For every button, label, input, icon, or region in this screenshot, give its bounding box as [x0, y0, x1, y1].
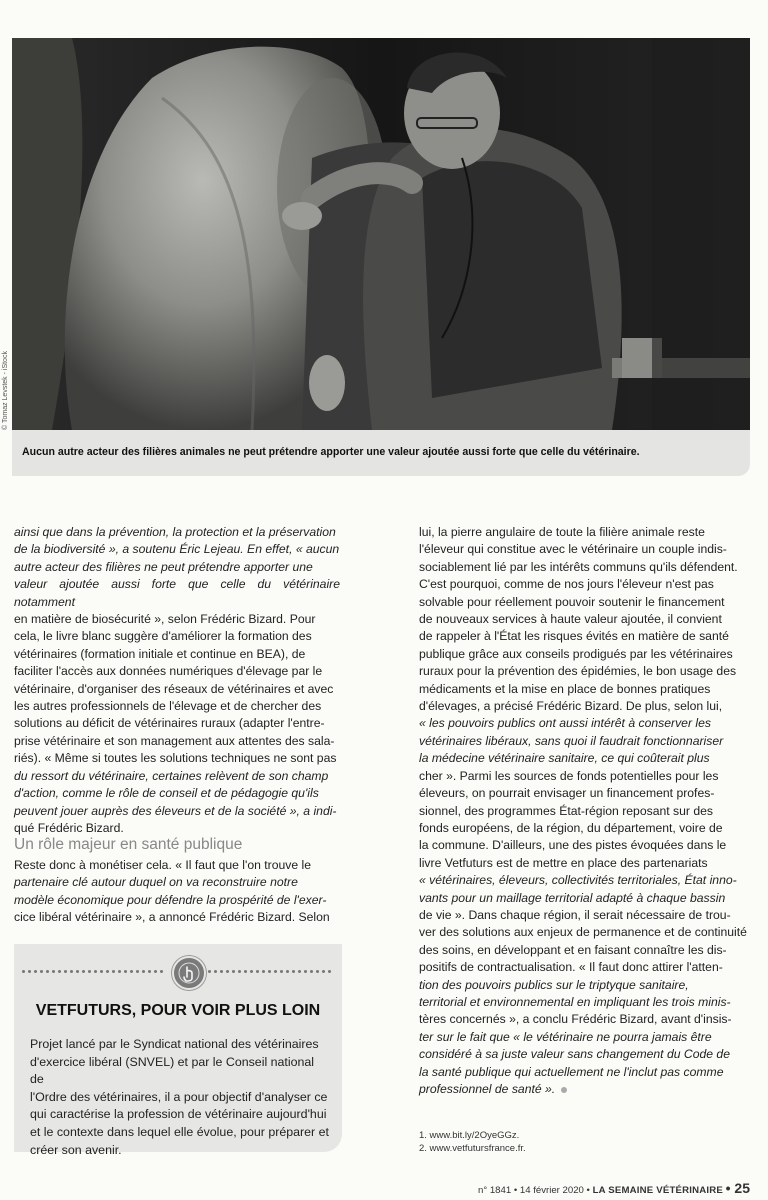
- divider-dot: [262, 970, 265, 973]
- divider-dot: [244, 970, 247, 973]
- footnote: 1. www.bit.ly/2OyeGGz.: [419, 1130, 520, 1141]
- text-line: de la biodiversité », a soutenu Éric Lejeau. En effet, « aucun: [14, 542, 340, 557]
- text-line: « les pouvoirs publics ont aussi intérêt à conserver les: [419, 716, 711, 731]
- text-line: fonds européens, de la région, du département, voire de: [419, 820, 723, 835]
- text-line: les autres professionnels de l'élevage et de chercher des: [14, 699, 322, 714]
- text-line: sionnel, des programmes État-région reposant sur des: [419, 803, 714, 818]
- text-line: la commune. D'ailleurs, une des pistes évoquées dans le: [419, 838, 727, 853]
- footnote: 2. www.vetfutursfrance.fr.: [419, 1143, 526, 1154]
- divider-dot: [280, 970, 283, 973]
- divider-dot: [160, 970, 163, 973]
- text-line: de vie ». Dans chaque région, il serait nécessaire de trou-: [419, 907, 731, 922]
- text-line: ruraux pour la prévention des épidémies, le bon usage des: [419, 664, 737, 679]
- text-line: qué Frédéric Bizard.: [14, 820, 124, 835]
- footnotes: [419, 1129, 526, 1155]
- info-box-title: VETFUTURS, POUR VOIR PLUS LOIN: [35, 1002, 321, 1019]
- text-line: sociablement lié par les intérêts communs qu'ils défendent.: [419, 559, 738, 574]
- veterinarian-cow-photo: [12, 38, 750, 430]
- text-line: solutions au déficit de vétérinaires ruraux (adapter l'entre-: [14, 716, 325, 731]
- page-footer: [478, 1180, 750, 1196]
- divider-dot: [94, 970, 97, 973]
- divider-dot: [286, 970, 289, 973]
- article-photo: [12, 38, 750, 430]
- divider-dot: [292, 970, 295, 973]
- divider-dot: [22, 970, 25, 973]
- divider-dot: [64, 970, 67, 973]
- divider-dot: [82, 970, 85, 973]
- text-line: des soins, en développant et en faisant connaître les dis-: [419, 942, 727, 957]
- divider-dot: [100, 970, 103, 973]
- text-line: l'éleveur qui constitue avec le vétérinaire un couple indis-: [419, 542, 727, 557]
- magazine-name: LA SEMAINE VÉTÉRINAIRE: [592, 1185, 723, 1196]
- text-line: ainsi que dans la prévention, la protection et la préservation: [14, 525, 336, 539]
- text-line: tères concernés », a conclu Frédéric Bizard, avant d'insis-: [419, 1012, 732, 1027]
- info-box: [14, 944, 342, 1157]
- text-line: partenaire clé autour duquel on va reconstruire notre: [14, 875, 298, 890]
- divider-dot: [28, 970, 31, 973]
- divider-dot: [118, 970, 121, 973]
- text-line: la médecine vétérinaire sanitaire, ce qui coûterait plus: [419, 751, 710, 766]
- divider-dot: [220, 970, 223, 973]
- divider-dot: [226, 970, 229, 973]
- text-line: vétérinaire, d'organiser des réseaux de vétérinaires et avec: [14, 681, 334, 696]
- article-column-left-continued: [14, 857, 340, 927]
- divider-dot: [238, 970, 241, 973]
- text-line: ter sur le fait que « le vétérinaire ne pourra jamais être: [419, 1029, 712, 1044]
- divider-dot: [250, 970, 253, 973]
- text-line: ver des solutions aux enjeux de permanence et de continuité: [419, 925, 747, 940]
- text-line: publique grâce aux conseils prodigués par les vétérinaires: [419, 646, 733, 661]
- divider-dot: [58, 970, 61, 973]
- divider-dot: [322, 970, 325, 973]
- text-line: territorial et environnemental en impliquant les trois minis-: [419, 994, 731, 1009]
- text-line: du ressort du vétérinaire, certaines relèvent de son champ: [14, 768, 329, 783]
- text-line: autre acteur des filières ne peut prétendre apporter une: [14, 559, 313, 574]
- divider-dot: [76, 970, 79, 973]
- text-line: tion des pouvoirs publics sur le triptyque sanitaire,: [419, 977, 689, 992]
- divider-dot: [148, 970, 151, 973]
- divider-dot: [256, 970, 259, 973]
- text-line: la santé publique qui actuellement ne l'inclut pas comme: [419, 1064, 724, 1079]
- text-line: médicaments et la mise en place de bonnes pratiques: [419, 681, 711, 696]
- photo-caption: Aucun autre acteur des filières animales ne peut prétendre apporter une valeur ajoutée aussi forte que celle du vétérinaire.: [12, 430, 750, 476]
- divider-dot: [112, 970, 115, 973]
- article-column-right: [419, 524, 749, 1098]
- text-line: riés). « Même si toutes les solutions techniques ne sont pas: [14, 751, 337, 766]
- photo-credit: © Tomaz Levstek - iStock: [2, 351, 9, 430]
- text-line: considéré à sa juste valeur sans changement du Code de: [419, 1047, 730, 1062]
- divider-dot: [46, 970, 49, 973]
- divider-dot: [154, 970, 157, 973]
- divider-dot: [142, 970, 145, 973]
- divider-dot: [232, 970, 235, 973]
- divider-dot: [328, 970, 331, 973]
- divider-dot: [214, 970, 217, 973]
- info-box-text: Projet lancé par le Syndicat national des vétérinaires d'exercice libéral (SNVEL) et par le Conseil national de l'Ordre des vétérinaires, il a pour objectif d'analyser ce qui caractérise la profession de vétérinaire aujourd'hui et le contexte dans lequel elle évolue, pour préparer et créer son avenir.: [30, 1037, 329, 1157]
- text-line: lui, la pierre angulaire de toute la filière animale reste: [419, 525, 705, 539]
- divider-dot: [52, 970, 55, 973]
- text-line: faciliter l'accès aux données numériques d'élevage par le: [14, 664, 323, 679]
- text-line: Reste donc à monétiser cela. « Il faut que l'on trouve le: [14, 858, 312, 872]
- text-line: « vétérinaires, éleveurs, collectivités territoriales, État inno-: [419, 873, 737, 888]
- end-of-article-icon: [561, 1087, 567, 1093]
- text-line: professionnel de santé ».: [419, 1081, 749, 1098]
- text-line: en matière de biosécurité », selon Frédéric Bizard. Pour: [14, 612, 316, 627]
- text-line: livre Vetfuturs est de mettre en place des partenariats: [419, 855, 708, 870]
- divider-dot: [304, 970, 307, 973]
- text-line: de nouveaux services à haute valeur ajoutée, il convient: [419, 612, 722, 627]
- text-line: solvable pour réellement pouvoir soutenir le financement: [419, 594, 725, 609]
- text-line: cher ». Parmi les sources de fonds potentielles pour les: [419, 768, 719, 783]
- divider-dot: [70, 970, 73, 973]
- text-line: valeur ajoutée aussi forte que celle du vétérinaire notamment: [14, 577, 340, 609]
- text-line: C'est pourquoi, comme de nos jours l'éleveur n'est pas: [419, 577, 714, 592]
- article-column-left: [14, 524, 340, 837]
- divider-dot: [136, 970, 139, 973]
- divider-dot: [88, 970, 91, 973]
- text-line: vétérinaires (formation initiale et continue en BEA), de: [14, 646, 306, 661]
- divider-dot: [130, 970, 133, 973]
- text-line: de rappeler à l'État les risques évités en matière de santé: [419, 629, 729, 644]
- section-subheading: Un rôle majeur en santé publique: [14, 836, 243, 853]
- divider-dot: [316, 970, 319, 973]
- divider-dot: [310, 970, 313, 973]
- divider-dot: [40, 970, 43, 973]
- text-line: cela, le livre blanc suggère d'améliorer la formation des: [14, 629, 312, 644]
- divider-dot: [34, 970, 37, 973]
- text-line: d'élevages, a précisé Frédéric Bizard. De plus, selon lui,: [419, 699, 723, 714]
- text-line: positifs de contractualisation. « Il faut donc attirer l'atten-: [419, 960, 723, 975]
- text-line: vants pour un maillage territorial adapté à chaque bassin: [419, 890, 726, 905]
- text-line: cice libéral vétérinaire », a annoncé Frédéric Bizard. Selon: [14, 910, 330, 925]
- text-line: éleveurs, on pourrait envisager un financement profes-: [419, 786, 715, 801]
- divider-dot: [274, 970, 277, 973]
- divider-dot: [124, 970, 127, 973]
- text-line: modèle économique pour défendre la prospérité de l'exer-: [14, 892, 327, 907]
- text-line: d'action, comme le rôle de conseil et de pédagogie qu'ils: [14, 786, 319, 801]
- text-line: vétérinaires libéraux, sans quoi il faudrait fonctionnariser: [419, 733, 724, 748]
- page-number: • 25: [725, 1180, 750, 1196]
- divider-dot: [298, 970, 301, 973]
- text-line: peuvent jouer auprès des éleveurs et de la société », a indi-: [14, 803, 337, 818]
- divider-dot: [268, 970, 271, 973]
- divider-dot: [208, 970, 211, 973]
- text-line: prise vétérinaire et son management aux attentes des sala-: [14, 733, 335, 748]
- issue-info: n° 1841 • 14 février 2020 •: [478, 1185, 590, 1196]
- hand-touch-icon: [172, 956, 206, 990]
- divider-dot: [106, 970, 109, 973]
